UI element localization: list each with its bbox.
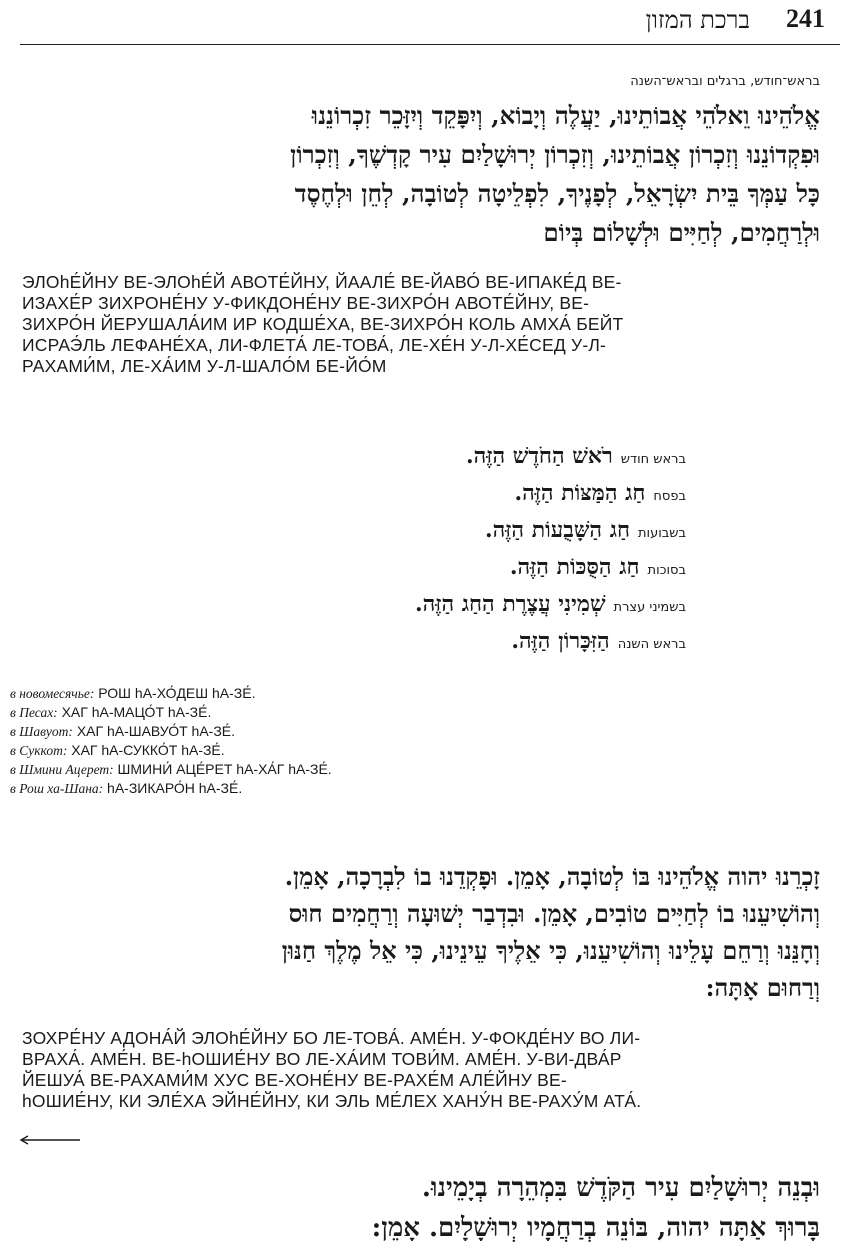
ru-holiday-text: РОШ hА-ХО́ДЕШ hА-ЗЕ́. <box>98 685 256 701</box>
hebrew-line: כָּל עַמְּךָ בֵּית יִשְׂרָאֵל, לְפָנֶיךָ, לִפְלֵיטָה לְטוֹבָה, לְחֵן וּלְחֶסֶד <box>294 179 820 208</box>
left-arrow-icon <box>18 1134 82 1146</box>
translit-line: ВРАХА́. АМЕ́Н. ВЕ-hОШИЕ́НУ ВО ЛЕ-ХА́ИМ ТОВИ́М. АМЕ́Н. У-ВИ-ДВА́Р <box>22 1049 622 1069</box>
uvne-hebrew-paragraph <box>20 1168 820 1248</box>
ru-holiday-label: в Шавуот: <box>10 724 73 739</box>
translit-line: hОШИЕ́НУ, КИ ЭЛЕ́ХА ЭЙНЕ́ЙНУ, КИ ЭЛЬ МЕ́ЛЕХ ХАНУ́Н ВЕ-РАХУ́М АТА́. <box>22 1091 642 1111</box>
hebrew-line: וְרַחוּם אָתָּה: <box>705 973 820 1002</box>
ru-holiday-label: в Шмини Ацерет: <box>10 762 114 777</box>
hebrew-line: וְחָנֵּנוּ וְרַחֵם עָלֵינוּ וְהוֹשִׁיעֵנוּ, כִּי אֵלֶיךָ עֵינֵינוּ, כִּי אֵל מֶלֶךְ חַנּוּן <box>281 936 820 965</box>
holiday-text: חַג הַמַּצּוֹת הַזֶּה. <box>514 480 646 506</box>
holiday-row <box>166 512 686 549</box>
zochrenu-hebrew-paragraph <box>20 858 820 1006</box>
hebrew-line: זָכְרֵנוּ יהוה אֱלֹהֵינוּ בּוֹ לְטוֹבָה, אָמֵן. וּפָקְדֵנוּ בוֹ לִבְרָכָה, אָמֵן. <box>284 862 820 891</box>
holiday-row <box>166 438 686 475</box>
ru-holiday-row <box>10 779 530 798</box>
holiday-label: בשמיני עצרת <box>613 600 686 615</box>
ru-holiday-label: в новомесячье: <box>10 686 95 701</box>
translit-line: ЙЕШУА́ ВЕ-РАХАМИ́М ХУС ВЕ-ХОНЕ́НУ ВЕ-РАХЕ́М АЛЕ́ЙНУ ВЕ- <box>22 1070 567 1090</box>
ru-holiday-label: в Суккот: <box>10 743 68 758</box>
header-rule <box>20 44 840 45</box>
translit-line: ИСРАЭ́ЛЬ ЛЕФАНЕ́ХА, ЛИ-ФЛЕТА́ ЛЕ-ТОВА́, ЛЕ-ХЕ́Н У-Л-ХЕ́СЕД У-Л- <box>22 335 607 355</box>
ru-holiday-text: hА-ЗИКАРО́Н hА-ЗЕ́. <box>107 780 243 796</box>
holiday-row <box>166 549 686 586</box>
holiday-insertions-russian <box>10 684 530 798</box>
holiday-label: בסוכות <box>647 563 686 578</box>
ru-holiday-text: ХАГ hА-МАЦО́Т hА-ЗЕ́. <box>61 704 212 720</box>
hebrew-line: וּפִקְדוֹנֵנוּ וְזִכְרוֹן אֲבוֹתֵינוּ, וְזִכְרוֹן יְרוּשָׁלַיִם עִיר קָדְשֶׁךָ, וְזִכְרוֹן <box>290 140 820 169</box>
ru-holiday-text: ХАГ hА-ШАВУО́Т hА-ЗЕ́. <box>76 723 236 739</box>
page-number: 241 <box>786 4 825 33</box>
section-note: בראש־חודש, ברגלים ובראש־השנה <box>630 74 820 89</box>
hebrew-line: אֱלֹהֵינוּ וֵאלֹהֵי אֲבוֹתֵינוּ, יַעֲלֶה וְיָבוֹא, וְיִפָּקֵד וְיִזָּכֵר זִכְרוֹנֵנוּ <box>311 101 820 130</box>
yaale-transliteration <box>22 272 623 377</box>
holiday-text: חַג הַשָּׁבֻעוֹת הַזֶּה. <box>484 517 630 543</box>
ru-holiday-row <box>10 703 530 722</box>
holiday-text: שְׁמִינִי עֲצֶרֶת הַחַג הַזֶּה. <box>415 591 606 617</box>
holiday-text: חַג הַסֻּכּוֹת הַזֶּה. <box>509 554 640 580</box>
holiday-text: הַזִּכָּרוֹן הַזֶּה. <box>511 628 610 654</box>
translit-line: ЗИХРО́Н ЙЕРУШАЛА́ИМ ИР КОДШЕ́ХА, ВЕ-ЗИХРО́Н КОЛЬ АМХА́ БЕЙТ <box>22 314 624 334</box>
ru-holiday-row <box>10 760 530 779</box>
holiday-label: בראש השנה <box>617 637 686 652</box>
zochrenu-transliteration <box>22 1028 641 1112</box>
hebrew-line: וּלְרַחֲמִים, לְחַיִּים וּלְשָׁלוֹם בְּיוֹם <box>543 218 820 247</box>
running-title: ברכת המזון <box>645 6 750 34</box>
translit-line: РАХАМИ́М, ЛЕ-ХА́ИМ У-Л-ШАЛО́М БЕ-ЙО́М <box>22 356 387 376</box>
translit-line: ЗОХРЕ́НУ АДОНА́Й ЭЛОhЕ́ЙНУ БО ЛЕ-ТОВА́. АМЕ́Н. У-ФОКДЕ́НУ ВО ЛИ- <box>22 1028 641 1048</box>
ru-holiday-label: в Песах: <box>10 705 58 720</box>
ru-holiday-row <box>10 741 530 760</box>
holiday-label: בפסח <box>653 489 686 504</box>
ru-holiday-row <box>10 684 530 703</box>
translit-line: ИЗАХЕ́Р ЗИХРОНЕ́НУ У-ФИКДОНЕ́НУ ВЕ-ЗИХРО́Н АВОТЕ́ЙНУ, ВЕ- <box>22 293 590 313</box>
holiday-insertions-hebrew <box>166 438 686 660</box>
holiday-row <box>166 475 686 512</box>
hebrew-line: וּבְנֵה יְרוּשָׁלַיִם עִיר הַקֹּדֶשׁ בִּמְהֵרָה בְיָמֵינוּ. <box>421 1173 820 1203</box>
hebrew-line: וְהוֹשִׁיעֵנוּ בוֹ לְחַיִּים טוֹבִים, אָמֵן. וּבִדְבַר יְשׁוּעָה וְרַחֲמִים חוּס <box>288 899 820 928</box>
holiday-label: בשבועות <box>637 526 686 541</box>
translit-line: ЭЛОhЕ́ЙНУ ВЕ-ЭЛОhЕ́Й АВОТЕ́ЙНУ, ЙААЛЕ́ ВЕ-ЙАВО́ ВЕ-ИПАКЕ́Д ВЕ- <box>22 272 622 292</box>
hebrew-line: בָּרוּךְ אַתָּה יהוה, בּוֹנֵה בְרַחֲמָיו יְרוּשָׁלָיִם. אָמֵן: <box>371 1213 820 1243</box>
holiday-row <box>166 623 686 660</box>
yaale-hebrew-paragraph <box>20 96 820 252</box>
holiday-text: רֹאשׁ הַחֹדֶשׁ הַזֶּה. <box>466 443 613 469</box>
holiday-label: בראש חודש <box>620 452 686 467</box>
ru-holiday-text: ХАГ hА-СУККО́Т hА-ЗЕ́. <box>71 742 225 758</box>
holiday-row <box>166 586 686 623</box>
ru-holiday-label: в Рош ха-Шана: <box>10 781 104 796</box>
ru-holiday-row <box>10 722 530 741</box>
ru-holiday-text: ШМИНИ́ АЦЕ́РЕТ hА-ХА́Г hА-ЗЕ́. <box>117 761 332 777</box>
